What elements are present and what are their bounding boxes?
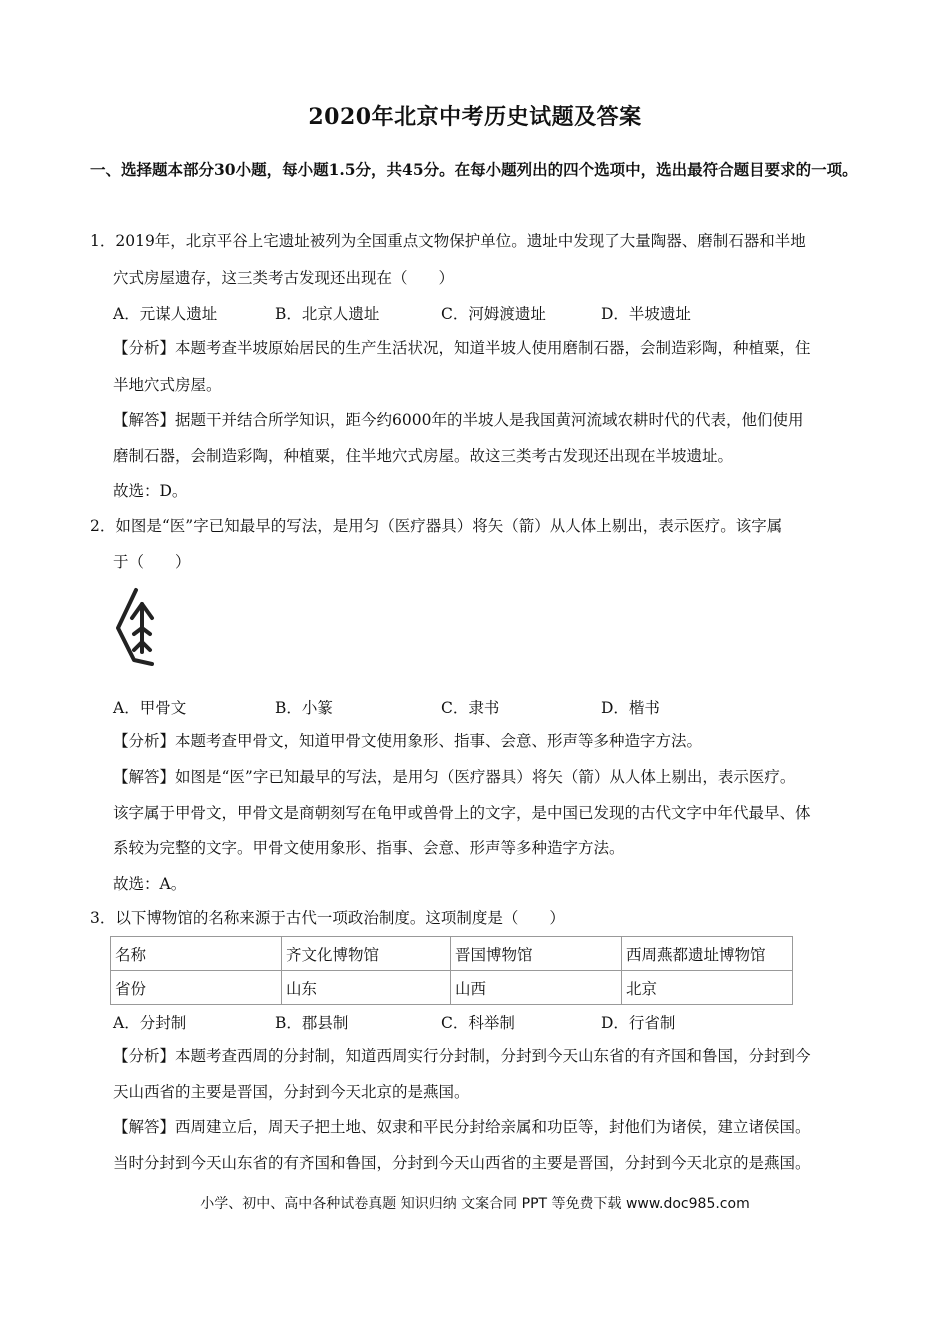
oracle-bone-yi-character-image (112, 586, 168, 668)
option-d: D．行省制 (601, 1014, 676, 1032)
question-3-answer-cont: 当时分封到今天山东省的有齐国和鲁国，分封到今天山西省的主要是晋国，分封到今天北京的是燕国。 (113, 1154, 811, 1172)
table-row (111, 937, 793, 971)
question-1-stem-cont: 穴式房屋遗存，这三类考古发现还出现在（ ） (113, 269, 455, 287)
table-cell: 山东 (282, 971, 451, 1005)
table-cell: 齐文化博物馆 (282, 937, 451, 971)
museum-table (110, 936, 793, 1005)
table-row (111, 971, 793, 1005)
table-cell: 晋国博物馆 (451, 937, 622, 971)
option-c: C．隶书 (441, 699, 500, 717)
question-3-answer: 【解答】西周建立后，周天子把土地、奴隶和平民分封给亲属和功臣等，封他们为诸侯，建立诸侯国。 (113, 1118, 811, 1136)
table-cell: 北京 (622, 971, 793, 1005)
option-a: A．分封制 (113, 1014, 187, 1032)
question-1-analysis: 【分析】本题考查半坡原始居民的生产生活状况，知道半坡人使用磨制石器，会制造彩陶，种植粟，住 (113, 339, 811, 357)
question-2-answer-cont: 系较为完整的文字。甲骨文使用象形、指事、会意、形声等多种造字方法。 (113, 839, 625, 857)
option-b: B．小篆 (275, 699, 333, 717)
question-1-answer-cont: 磨制石器，会制造彩陶，种植粟，住半地穴式房屋。故这三类考古发现还出现在半坡遗址。 (113, 447, 734, 465)
question-2-answer: 【解答】如图是“医”字已知最早的写法，是用匀（医疗器具）将矢（箭）从人体上剔出，表示医疗。 (113, 768, 796, 786)
question-3-stem: 3．以下博物馆的名称来源于古代一项政治制度。这项制度是（ ） (90, 909, 565, 927)
question-1-analysis-cont: 半地穴式房屋。 (113, 376, 222, 394)
option-d: D．楷书 (601, 699, 660, 717)
option-b: B．北京人遗址 (275, 305, 380, 323)
option-a: A．元谋人遗址 (113, 305, 218, 323)
section-heading: 一、选择题本部分30小题，每小题1.5分，共45分。在每小题列出的四个选项中，选出最符合题目要求的一项。 (90, 160, 858, 179)
option-b: B．郡县制 (275, 1014, 349, 1032)
question-2-analysis: 【分析】本题考查甲骨文，知道甲骨文使用象形、指事、会意、形声等多种造字方法。 (113, 732, 703, 750)
question-2-choice: 故选：A。 (113, 875, 187, 893)
option-d: D．半坡遗址 (601, 305, 691, 323)
option-c: C．科举制 (441, 1014, 515, 1032)
question-2-answer-cont: 该字属于甲骨文，甲骨文是商朝刻写在龟甲或兽骨上的文字，是中国已发现的古代文字中年代最早、体 (113, 804, 811, 822)
table-cell: 西周燕都遗址博物馆 (622, 937, 793, 971)
question-1-choice: 故选：D。 (113, 482, 188, 500)
option-a: A．甲骨文 (113, 699, 187, 717)
question-1-stem: 1．2019年，北京平谷上宅遗址被列为全国重点文物保护单位。遗址中发现了大量陶器、磨制石器和半地 (90, 232, 806, 250)
table-cell: 山西 (451, 971, 622, 1005)
question-2-stem: 2．如图是“医”字已知最早的写法，是用匀（医疗器具）将矢（箭）从人体上剔出，表示医疗。该字属 (90, 517, 783, 535)
page-title: 2020年北京中考历史试题及答案 (308, 104, 642, 130)
question-3-analysis-cont: 天山西省的主要是晋国，分封到今天北京的是燕国。 (113, 1083, 470, 1101)
question-2-stem-cont: 于（ ） (113, 553, 191, 571)
page-footer: 小学、初中、高中各种试卷真题 知识归纳 文案合同 PPT 等免费下载 www.doc985.com (200, 1196, 750, 1212)
question-1-answer: 【解答】据题干并结合所学知识，距今约6000年的半坡人是我国黄河流域农耕时代的代表，他们使用 (113, 411, 804, 429)
question-3-analysis: 【分析】本题考查西周的分封制，知道西周实行分封制，分封到今天山东省的有齐国和鲁国，分封到今 (113, 1047, 811, 1065)
table-cell: 名称 (111, 937, 282, 971)
option-c: C．河姆渡遗址 (441, 305, 546, 323)
table-cell: 省份 (111, 971, 282, 1005)
